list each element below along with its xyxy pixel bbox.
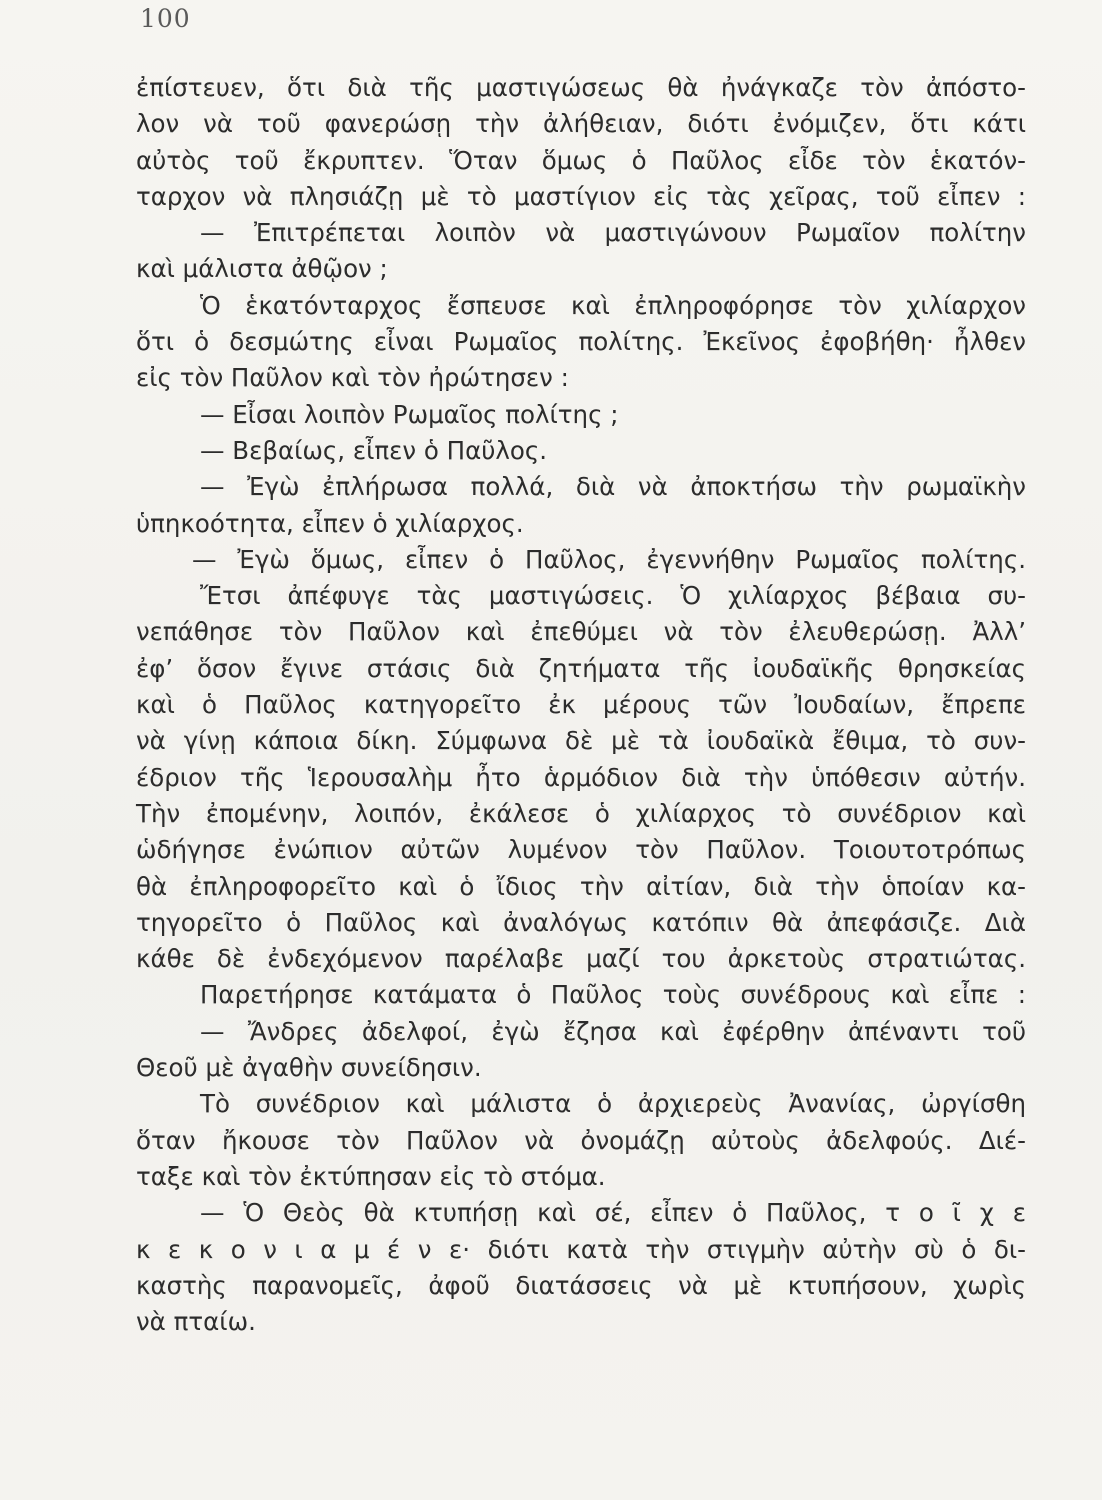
text-line: ὅταν ἤκουσε τὸν Παῦλον νὰ ὀνομάζῃ αὐτοὺς ἀδελφούς. Διέ- — [136, 1125, 1026, 1155]
text-line: εἰς τὸν Παῦλον καὶ τὸν ἠρώτησεν : — [136, 363, 569, 393]
text-line: — Ἐπιτρέπεται λοιπὸν νὰ μαστιγώνουν Ρωμαῖον πολίτην — [200, 218, 1026, 248]
text-line: νὰ γίνῃ κάποια δίκη. Σύμφωνα δὲ μὲ τὰ ἰουδαϊκὰ ἔθιμα, τὸ συν- — [136, 726, 1026, 756]
text-line: — Βεβαίως, εἶπεν ὁ Παῦλος. — [200, 435, 548, 465]
text-line: — Ἐγὼ ἐπλήρωσα πολλά, διὰ νὰ ἀποκτήσω τὴν ρωμαϊκὴν — [200, 472, 1026, 502]
text-line: κ ε κ ο ν ι α μ έ ν ε· διότι κατὰ τὴν στιγμὴν αὐτὴν σὺ ὁ δι- — [136, 1234, 1026, 1264]
text-line: — Ἐγὼ ὅμως, εἶπεν ὁ Παῦλος, ἐγεννήθην Ρωμαῖος πολίτης. — [192, 544, 1026, 574]
text-line: — Ὁ Θεὸς θὰ κτυπήσῃ καὶ σέ, εἶπεν ὁ Παῦλος, τ ο ῖ χ ε — [200, 1198, 1026, 1228]
text-line: ταξε καὶ τὸν ἐκτύπησαν εἰς τὸ στόμα. — [136, 1161, 606, 1191]
text-line: νεπάθησε τὸν Παῦλον καὶ ἐπεθύμει νὰ τὸν ἐλευθερώσῃ. Ἀλλ’ — [136, 617, 1026, 647]
text-line: ταρχον νὰ πλησιάζῃ μὲ τὸ μαστίγιον εἰς τὰς χεῖρας, τοῦ εἶπεν : — [136, 181, 1026, 211]
text-line: νὰ πταίω. — [136, 1307, 256, 1337]
text-line: κάθε δὲ ἐνδεχόμενον παρέλαβε μαζί του ἀρκετοὺς στρατιώτας. — [136, 944, 1026, 974]
text-line: ἐπίστευεν, ὅτι διὰ τῆς μαστιγώσεως θὰ ἠνάγκαζε τὸν ἀπόστο- — [136, 73, 1026, 102]
text-line: Τὴν ἐπομένην, λοιπόν, ἐκάλεσε ὁ χιλίαρχος τὸ συνέδριον καὶ — [136, 798, 1026, 828]
text-line: — Ἄνδρες ἀδελφοί, ἐγὼ ἔζησα καὶ ἐφέρθην ἀπέναντι τοῦ — [200, 1016, 1026, 1046]
text-line: λον νὰ τοῦ φανερώσῃ τὴν ἀλήθειαν, διότι ἐνόμιζεν, ὅτι κάτι — [136, 109, 1026, 139]
text-line: ἐφ’ ὅσον ἔγινε στάσις διὰ ζητήματα τῆς ἰουδαϊκῆς θρησκείας — [136, 653, 1026, 683]
text-line: καὶ ὁ Παῦλος κατηγορεῖτο ἐκ μέρους τῶν Ἰουδαίων, ἔπρεπε — [136, 690, 1026, 720]
text-line: τηγορεῖτο ὁ Παῦλος καὶ ἀναλόγως κατόπιν θὰ ἀπεφάσιζε. Διὰ — [136, 907, 1026, 937]
text-line: — Εἶσαι λοιπὸν Ρωμαῖος πολίτης ; — [200, 399, 619, 429]
page-number: 100 — [140, 4, 191, 33]
text-line: ὑπηκοότητα, εἶπεν ὁ χιλίαρχος. — [136, 508, 524, 538]
page-text — [136, 70, 1026, 1340]
text-line: Παρετήρησε κατάματα ὁ Παῦλος τοὺς συνέδρους καὶ εἶπε : — [200, 980, 1026, 1010]
text-line: Θεοῦ μὲ ἀγαθὴν συνείδησιν. — [136, 1053, 482, 1083]
text-line: ὅτι ὁ δεσμώτης εἶναι Ρωμαῖος πολίτης. Ἐκεῖνος ἐφοβήθη· ἦλθεν — [136, 327, 1026, 357]
text-line: Τὸ συνέδριον καὶ μάλιστα ὁ ἀρχιερεὺς Ἀνανίας, ὠργίσθη — [200, 1089, 1026, 1119]
text-line: καὶ μάλιστα ἀθῷον ; — [136, 254, 388, 284]
text-line: καστὴς παρανομεῖς, ἀφοῦ διατάσσεις νὰ μὲ κτυπήσουν, χωρὶς — [136, 1270, 1026, 1300]
text-line: ὡδήγησε ἐνώπιον αὐτῶν λυμένον τὸν Παῦλον. Τοιουτοτρόπως — [136, 835, 1026, 865]
text-line: θὰ ἐπληροφορεῖτο καὶ ὁ ἴδιος τὴν αἰτίαν, διὰ τὴν ὁποίαν κα- — [136, 871, 1026, 901]
text-line: Ὁ ἑκατόνταρχος ἔσπευσε καὶ ἐπληροφόρησε τὸν χιλίαρχον — [200, 290, 1026, 320]
text-line: έδριον τῆς Ἱερουσαλὴμ ἦτο ἁρμόδιον διὰ τὴν ὑπόθεσιν αὐτήν. — [136, 762, 1026, 792]
text-line: αὐτὸς τοῦ ἔκρυπτεν. Ὅταν ὅμως ὁ Παῦλος εἶδε τὸν ἑκατόν- — [136, 145, 1026, 175]
text-line: Ἔτσι ἀπέφυγε τὰς μαστιγώσεις. Ὁ χιλίαρχος βέβαια συ- — [200, 581, 1026, 611]
